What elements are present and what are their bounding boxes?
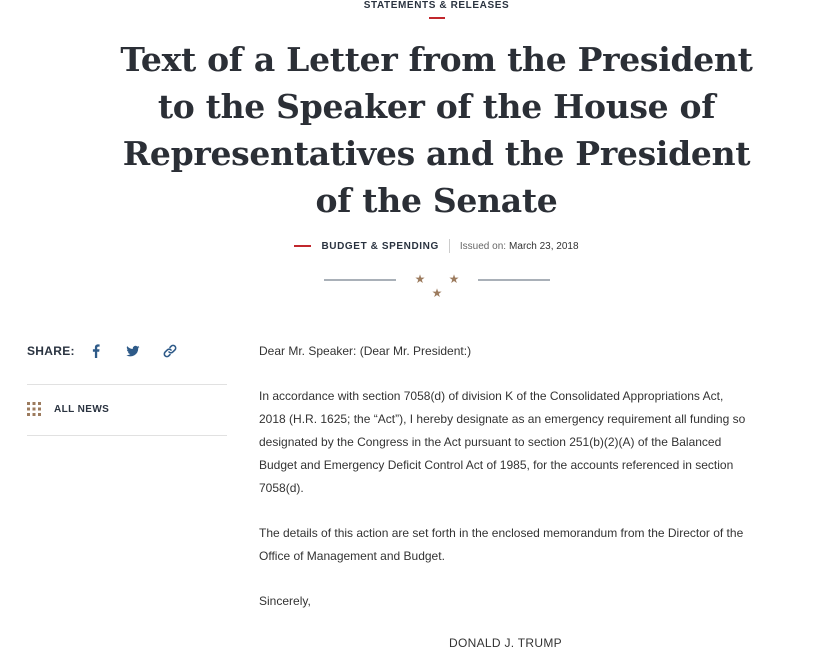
issued-label: Issued on: <box>459 240 507 252</box>
issue-category-link[interactable]: BUDGET & SPENDING <box>321 240 439 252</box>
divider-line-left <box>324 279 396 281</box>
share-bar <box>27 344 200 358</box>
letter-signature: DONALD J. TRUMP <box>449 636 562 650</box>
sidebar-divider-bottom <box>27 435 227 436</box>
star-divider <box>324 272 550 300</box>
letter-salutation: Dear Mr. Speaker: (Dear Mr. President:) <box>259 344 472 358</box>
eyebrow-underline <box>429 17 445 19</box>
letter-paragraph: In accordance with section 7058(d) of division K of the Consolidated Appropriations Act, 2018 (H.R. 1625; the “Act”), I hereby designate as an emergency requirement all funding so designated by the Congress in the Act pursuant to section 251(b)(2)(A) of the Balanced Budget and Emergency Deficit Control Act of 1985, for the accounts referenced in section 7058(d). <box>259 389 746 495</box>
share-label: SHARE: <box>27 344 75 358</box>
divider-stars: ★ ★ ★ <box>414 272 470 300</box>
grid-icon <box>27 402 41 416</box>
all-news-label: ALL NEWS <box>54 403 110 415</box>
page-title: Text of a Letter from the President to the Speaker of the House of Representatives and the President of the Senate <box>120 40 753 220</box>
issued-date: March 23, 2018 <box>509 240 579 252</box>
letter-body <box>259 340 749 635</box>
divider-line-right <box>478 279 550 281</box>
sidebar-divider-top <box>27 384 227 385</box>
facebook-icon[interactable] <box>89 344 103 358</box>
letter-paragraph: The details of this action are set forth in the enclosed memorandum from the Director of the Office of Management and Budget. <box>259 526 744 563</box>
meta-separator <box>449 239 450 253</box>
link-icon[interactable] <box>163 344 177 358</box>
meta-row <box>0 239 840 253</box>
twitter-icon[interactable] <box>126 344 140 358</box>
category-eyebrow-link[interactable]: STATEMENTS & RELEASES <box>363 0 510 11</box>
letter-closing: Sincerely, <box>259 594 311 608</box>
all-news-link[interactable] <box>27 402 109 416</box>
meta-accent-dash <box>294 245 311 247</box>
